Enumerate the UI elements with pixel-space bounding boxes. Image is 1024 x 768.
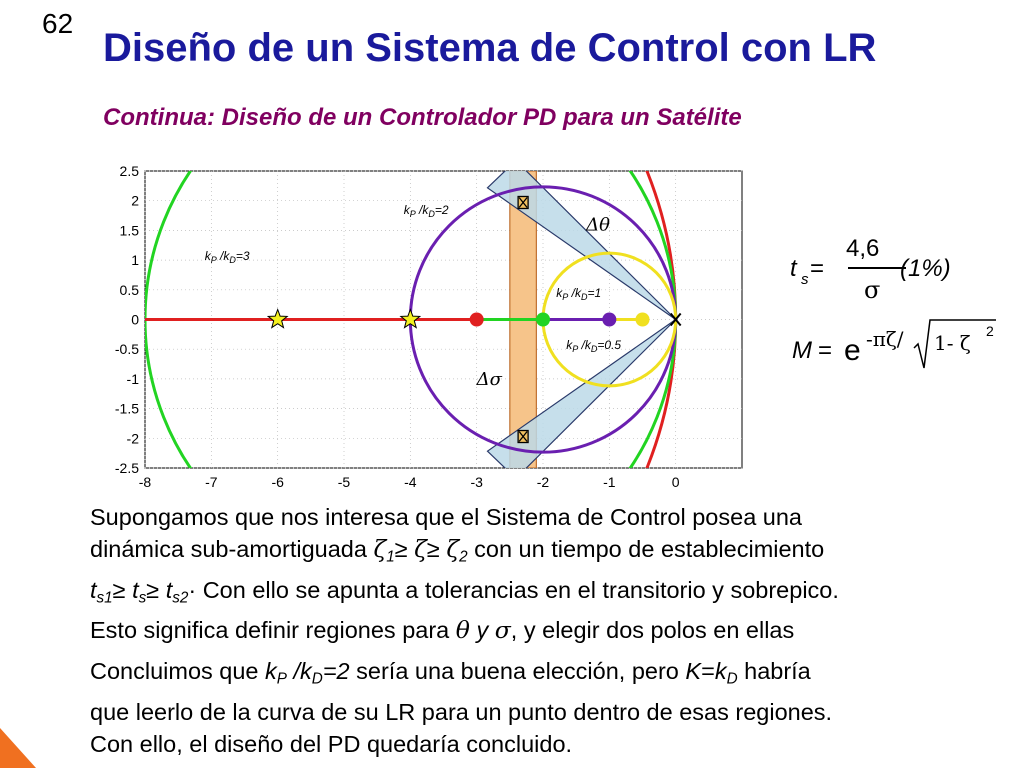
p2-line3: Con ello, el diseño del PD quedaría concluido. xyxy=(90,730,573,757)
ts-numerator: 4,6 xyxy=(846,235,880,262)
y-tick-label: -2.5 xyxy=(114,460,139,476)
overshoot-formula xyxy=(790,316,1010,376)
slide-title: Diseño de un Sistema de Control con LR xyxy=(103,26,877,70)
p2-line1: Concluimos que $k_P$ $/k_D=2$ sería una buena elección, pero $K=k_D$ habría xyxy=(90,658,811,688)
p2-line2: que leerlo de la curva de su LR para un punto dentro de esas regiones. xyxy=(90,698,833,725)
m-symbol: M xyxy=(792,337,812,364)
y-tick-label: 1.5 xyxy=(119,222,139,239)
x-tick-label: -4 xyxy=(404,474,417,490)
x-tick-label: -2 xyxy=(536,474,550,490)
ts-symbol: t xyxy=(790,255,797,282)
slide-subtitle: Continua: Diseño de un Controlador PD para un Satélite xyxy=(103,104,742,131)
y-tick-label: 2 xyxy=(131,192,139,209)
x-tick-label: 0 xyxy=(671,474,680,490)
m-power: 2 xyxy=(986,323,994,339)
slide-number: 62 xyxy=(42,8,74,39)
m-radicand: 1- ζ xyxy=(934,331,971,355)
delta-theta-label: Δθ xyxy=(586,214,610,236)
m-base: e xyxy=(844,334,861,367)
p1-line3: $t_{s1}\ge t_s\ge t_{s2}\cdot$ Con ello se apunta a tolerancias en el transitorio y sobrepico. xyxy=(90,576,839,607)
p1-line4: Esto significa definir regiones para θ y σ, y elegir dos polos en ellas xyxy=(90,616,795,645)
series-label: $k_P$ $/k_D=2$ xyxy=(403,202,449,219)
paragraph-1 xyxy=(90,501,839,646)
series-label: $k_P$ $/k_D=0.5$ xyxy=(566,338,622,355)
m-exponent: -πζ/ xyxy=(866,327,904,351)
series-label: $k_P$ $/k_D=3$ xyxy=(204,249,250,266)
x-tick-label: -5 xyxy=(337,474,351,490)
x-tick-label: -3 xyxy=(470,474,483,490)
m-equals: = xyxy=(818,337,833,364)
zero-marker xyxy=(636,313,650,327)
zero-marker xyxy=(536,313,550,327)
ts-equals: = xyxy=(810,255,825,282)
ts-subscript: s xyxy=(801,271,809,288)
x-tick-label: -7 xyxy=(205,474,218,490)
zero-marker xyxy=(470,313,484,327)
x-tick-label: -8 xyxy=(138,474,152,490)
ts-denominator: σ xyxy=(864,276,881,302)
y-tick-label: -1 xyxy=(126,370,139,387)
series-label: $k_P$ $/k_D=1$ xyxy=(556,285,602,302)
delta-sigma-label: Δσ xyxy=(476,368,502,390)
y-tick-label: 1 xyxy=(131,252,139,269)
p1-line2: dinámica sub-amortiguada $\zeta_1\ge \zeta\ge \zeta_2$ con un tiempo de establecimiento xyxy=(90,535,825,566)
y-tick-label: -1.5 xyxy=(114,400,139,417)
y-tick-label: 2.5 xyxy=(119,163,139,179)
x-tick-label: -1 xyxy=(603,474,616,490)
y-tick-label: -0.5 xyxy=(114,341,139,358)
zero-marker xyxy=(602,313,616,327)
y-tick-label: -2 xyxy=(126,430,139,447)
p1-line1: Supongamos que nos interesa que el Sistema de Control posea una xyxy=(90,504,802,530)
paragraph-2 xyxy=(90,655,832,760)
y-tick-label: 0.5 xyxy=(119,281,139,298)
corner-decoration xyxy=(0,718,40,768)
ts-tolerance: (1%) xyxy=(900,255,951,282)
x-tick-label: -6 xyxy=(271,474,284,490)
settling-time-formula xyxy=(788,232,968,302)
y-tick-label: 0 xyxy=(131,311,139,328)
